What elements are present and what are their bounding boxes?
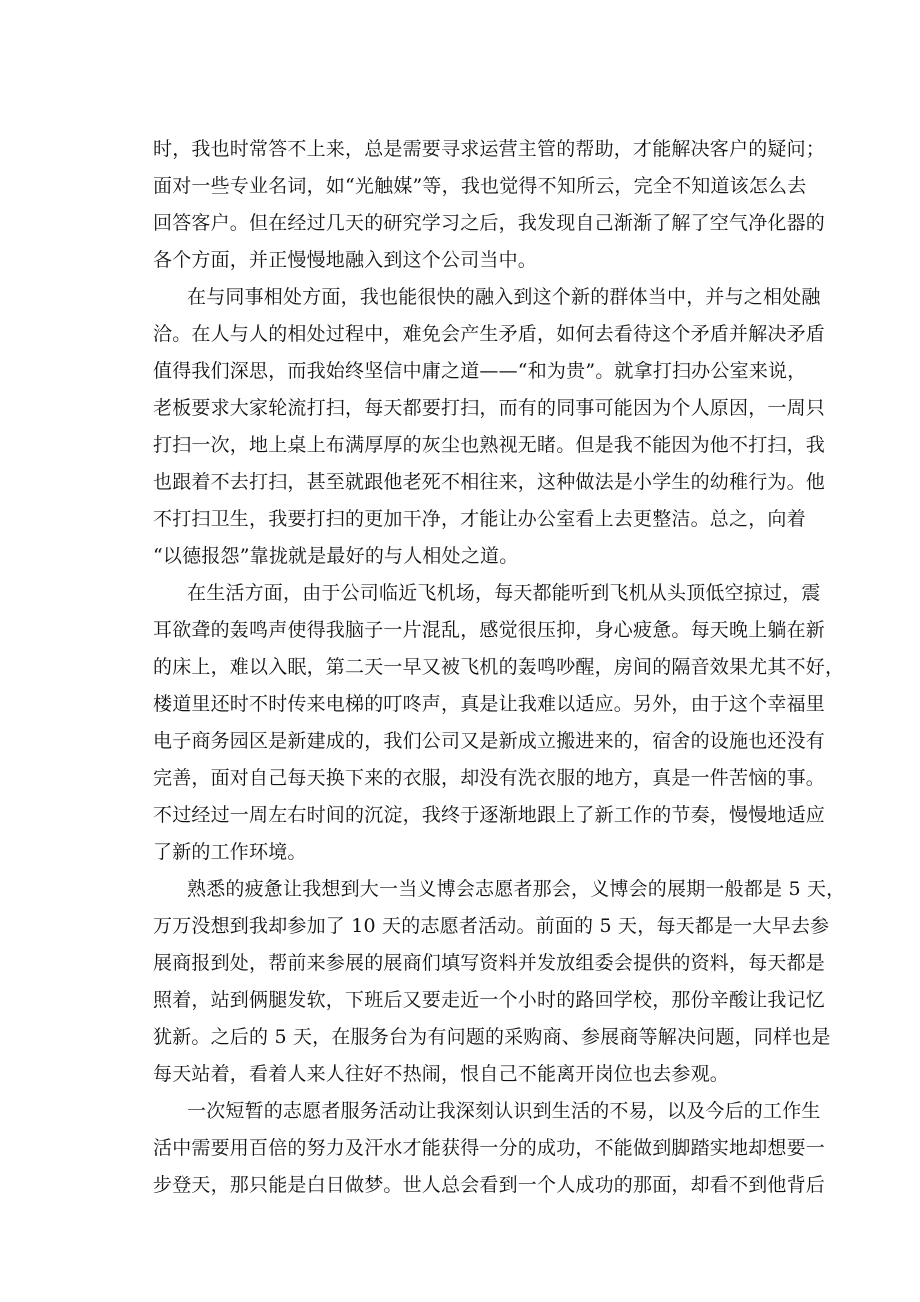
text-line: 完善，面对自己每天换下来的衣服，却没有洗衣服的地方，真是一件苦恼的事。 (153, 767, 826, 789)
text-line: 打扫一次，地上桌上布满厚厚的灰尘也熟视无睹。但是我不能因为他不打扫，我 (153, 434, 826, 456)
paragraph-first-line: 在与同事相处方面，我也能很快的融入到这个新的群体当中，并与之相处融 (187, 286, 821, 308)
text-line: 面对一些专业名词，如“光触媒”等，我也觉得不知所云，完全不知道该怎么去 (153, 175, 807, 197)
text-line: 洽。在人与人的相处过程中，难免会产生矛盾，如何去看待这个矛盾并解决矛盾 (153, 323, 826, 345)
text-line: 的床上，难以入眠，第二天一早又被飞机的轰鸣吵醒，房间的隔音效果尤其不好， (153, 656, 845, 678)
text-line: 各个方面，并正慢慢地融入到这个公司当中。 (153, 249, 538, 271)
text-line: 了新的工作环境。 (153, 841, 307, 863)
text-line: 每天站着，看着人来人往好不热闹，恨自己不能离开岗位也去参观。 (153, 1063, 730, 1085)
paragraph-first-line: 熟悉的疲惫让我想到大一当义博会志愿者那会，义博会的展期一般都是 5 天， (187, 878, 846, 900)
text-line: 耳欲聋的轰鸣声使得我脑子一片混乱，感觉很压抑，身心疲惫。每天晚上躺在新 (153, 619, 826, 641)
text-line: 活中需要用百倍的努力及汗水才能获得一分的成功，不能做到脚踏实地却想要一 (153, 1137, 826, 1159)
text-line: 也跟着不去打扫，甚至就跟他老死不相往来，这种做法是小学生的幼稚行为。他 (153, 471, 826, 493)
text-line: 值得我们深思，而我始终坚信中庸之道——“和为贵”。就拿打扫办公室来说， (153, 360, 807, 382)
text-line: 犹新。之后的 5 天，在服务台为有问题的采购商、参展商等解决问题，同样也是 (153, 1026, 831, 1048)
text-line: 不打扫卫生，我要打扫的更加干净，才能让办公室看上去更整洁。总之，向着 (153, 508, 806, 530)
paragraph-first-line: 在生活方面，由于公司临近飞机场，每天都能听到飞机从头顶低空掠过，震 (187, 582, 821, 604)
text-line: 老板要求大家轮流打扫，每天都要打扫，而有的同事可能因为个人原因，一周只 (153, 397, 826, 419)
text-line: 不过经过一周左右时间的沉淀，我终于逐渐地跟上了新工作的节奏，慢慢地适应 (153, 804, 826, 826)
paragraph-first-line: 一次短暂的志愿者服务活动让我深刻认识到生活的不易，以及今后的工作生 (187, 1100, 821, 1122)
text-line: 万万没想到我却参加了 10 天的志愿者活动。前面的 5 天，每天都是一大早去参 (153, 915, 830, 937)
text-line: 展商报到处，帮前来参展的展商们填写资料并发放组委会提供的资料，每天都是 (153, 952, 826, 974)
text-line: 电子商务园区是新建成的，我们公司又是新成立搬进来的，宿舍的设施也还没有 (153, 730, 826, 752)
text-line: 回答客户。但在经过几天的研究学习之后，我发现自己渐渐了解了空气净化器的 (153, 212, 826, 234)
text-line: 步登天，那只能是白日做梦。世人总会看到一个人成功的那面，却看不到他背后 (153, 1174, 826, 1196)
text-line: “以德报怨”靠拢就是最好的与人相处之道。 (153, 545, 519, 567)
text-line: 楼道里还时不时传来电梯的叮咚声，真是让我难以适应。另外，由于这个幸福里 (153, 693, 826, 715)
text-line: 时，我也时常答不上来，总是需要寻求运营主管的帮助，才能解决客户的疑问； (153, 138, 826, 160)
text-line: 照着，站到俩腿发软，下班后又要走近一个小时的路回学校，那份辛酸让我记忆 (153, 989, 826, 1011)
